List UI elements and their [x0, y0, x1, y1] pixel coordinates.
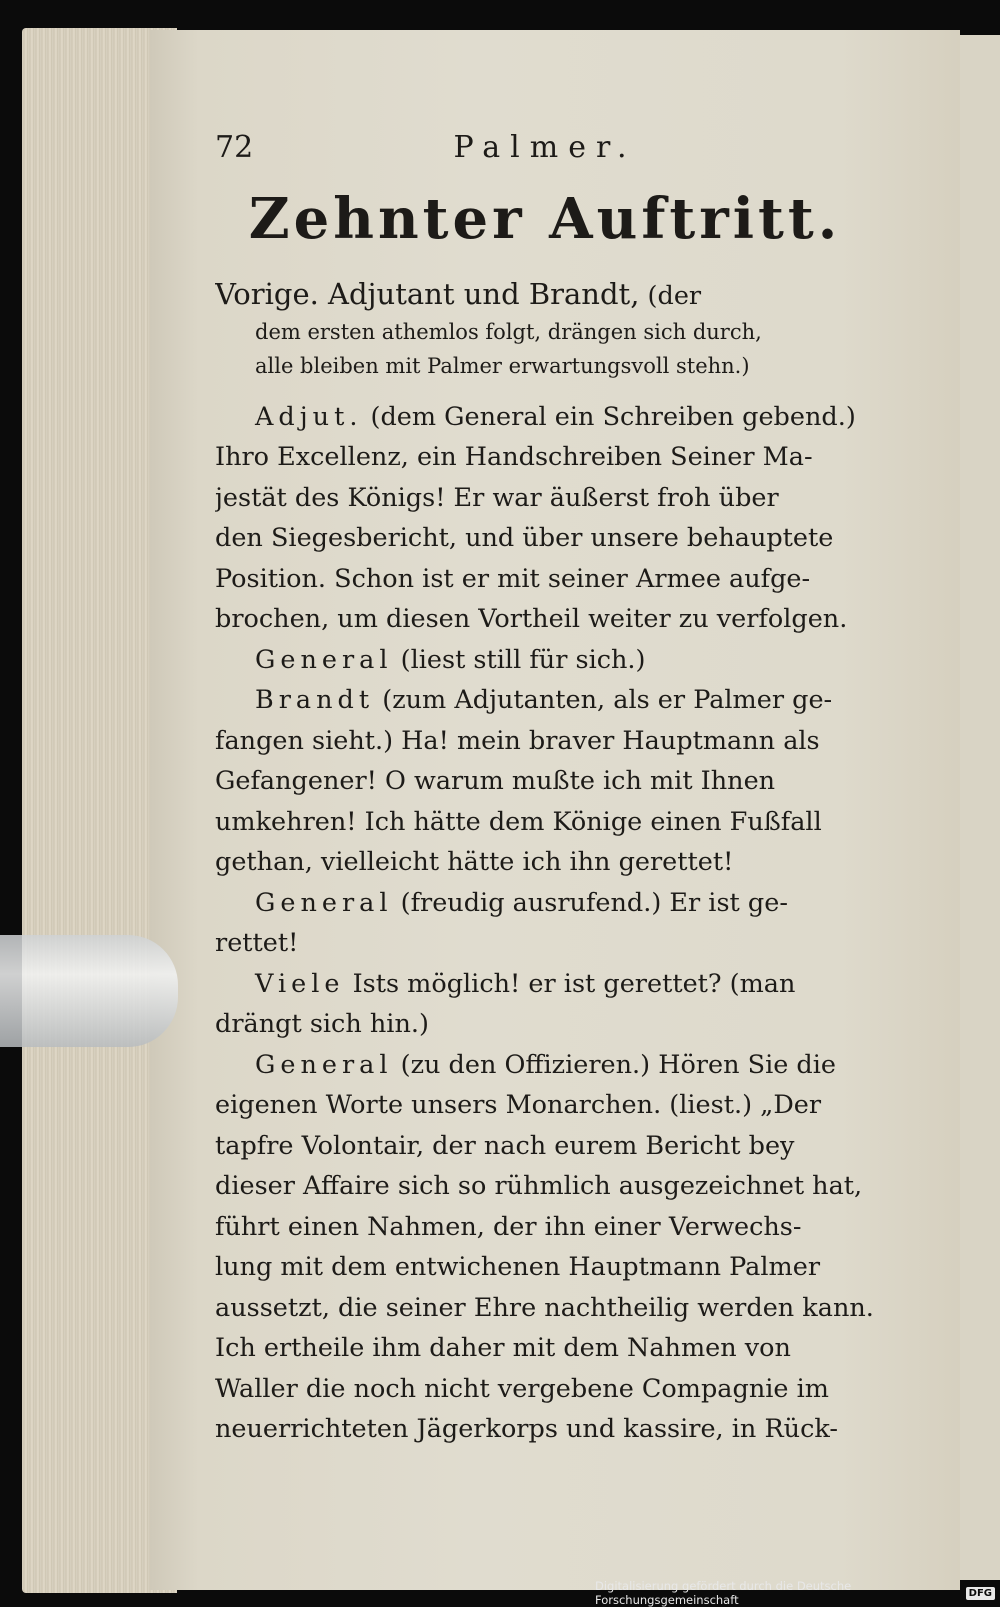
stage-direction-text: (der: [647, 281, 702, 311]
stage-direction-line: dem ersten athemlos folgt, drängen sich durch,: [255, 319, 762, 344]
speaker-name: Viele: [255, 968, 345, 999]
text-line: [215, 599, 875, 640]
credit-text: Digitalisierung gefördert durch die Deutsche Forschungsgemeinschaft: [595, 1579, 852, 1607]
line-text: Waller die noch nicht vergebene Compagnie im: [215, 1373, 829, 1404]
speaker-name: General: [255, 644, 393, 675]
line-text: dieser Affaire sich so rühmlich ausgezeichnet hat,: [215, 1171, 863, 1201]
text-line: [215, 1045, 875, 1086]
text-line: [215, 1126, 875, 1167]
line-text: aussetzt, die seiner Ehre nachtheilig werden kann.: [215, 1292, 874, 1323]
speaker-name: Adjut.: [255, 401, 363, 432]
line-text: (liest still für sich.): [392, 644, 646, 675]
line-text: Ihro Excellenz, ein Handschreiben Seiner Ma-: [215, 442, 813, 472]
stage-direction-characters: Vorige. Adjutant und Brandt,: [215, 277, 640, 311]
text-line: [215, 964, 875, 1005]
text-line: [215, 397, 875, 438]
line-text: führt einen Nahmen, der ihn einer Verwechs-: [215, 1211, 802, 1242]
line-text: drängt sich hin.): [215, 1009, 429, 1039]
text-line: [215, 761, 875, 802]
line-text: rettet!: [215, 928, 299, 958]
line-text: jestät des Königs! Er war äußerst froh über: [215, 482, 779, 513]
line-text: tapfre Volontair, der nach eurem Bericht bey: [215, 1130, 795, 1161]
page-number: 72: [215, 130, 254, 165]
line-text: Ists möglich! er ist gerettet? (man: [344, 968, 796, 999]
text-line: [215, 559, 875, 600]
dfg-logo: DFG: [966, 1587, 995, 1600]
speaker-name: Brandt: [255, 685, 375, 715]
line-text: (zum Adjutanten, als er Palmer ge-: [374, 685, 833, 715]
text-line: [215, 923, 875, 964]
speaker-name: General: [255, 1049, 393, 1080]
running-head: [215, 130, 875, 180]
page-text: [215, 130, 875, 1450]
line-text: gethan, vielleicht hätte ich ihn gerettet!: [215, 847, 734, 877]
text-line: [215, 1409, 875, 1450]
line-text: brochen, um diesen Vortheil weiter zu verfolgen.: [215, 604, 848, 634]
line-text: (dem General ein Schreiben gebend.): [362, 401, 856, 432]
text-line: [215, 437, 875, 478]
line-text: umkehren! Ich hätte dem Könige einen Fußfall: [215, 806, 822, 837]
line-text: lung mit dem entwichenen Hauptmann Palmer: [215, 1252, 821, 1282]
scene-title: Zehnter Auftritt.: [248, 186, 842, 252]
line-text: fangen sieht.) Ha! mein braver Hauptmann als: [215, 725, 820, 756]
text-line: [215, 1369, 875, 1410]
text-line: [215, 1207, 875, 1248]
speaker-name: General: [255, 887, 393, 918]
text-line: [215, 1247, 875, 1288]
facing-page-edge: [960, 35, 1000, 1580]
text-line: [215, 842, 875, 883]
running-title: Palmer.: [453, 130, 637, 165]
stage-direction-line: alle bleiben mit Palmer erwartungsvoll stehn.): [255, 353, 750, 378]
dialogue-body: [215, 397, 875, 1450]
text-line: [215, 518, 875, 559]
line-text: eigenen Worte unsers Monarchen. (liest.) „Der: [215, 1090, 822, 1120]
text-line: [215, 680, 875, 721]
digitization-credit: [595, 1579, 995, 1607]
text-line: [215, 883, 875, 924]
text-line: [215, 1288, 875, 1329]
text-line: [215, 1166, 875, 1207]
line-text: Gefangener! O warum mußte ich mit Ihnen: [215, 766, 776, 796]
text-line: [215, 1085, 875, 1126]
text-line: [215, 802, 875, 843]
text-line: [215, 478, 875, 519]
text-line: [215, 1004, 875, 1045]
line-text: neuerrichteten Jägerkorps und kassire, in Rück-: [215, 1414, 838, 1444]
text-line: [215, 640, 875, 681]
page-clip: [0, 935, 178, 1047]
text-line: [215, 721, 875, 762]
text-line: [215, 1328, 875, 1369]
line-text: Position. Schon ist er mit seiner Armee aufge-: [215, 563, 811, 594]
line-text: den Siegesbericht, und über unsere behauptete: [215, 523, 834, 553]
line-text: (freudig ausrufend.) Er ist ge-: [392, 887, 788, 918]
stage-direction-line: [215, 274, 875, 315]
line-text: (zu den Offizieren.) Hören Sie die: [392, 1049, 837, 1080]
line-text: Ich ertheile ihm daher mit dem Nahmen von: [215, 1333, 791, 1363]
